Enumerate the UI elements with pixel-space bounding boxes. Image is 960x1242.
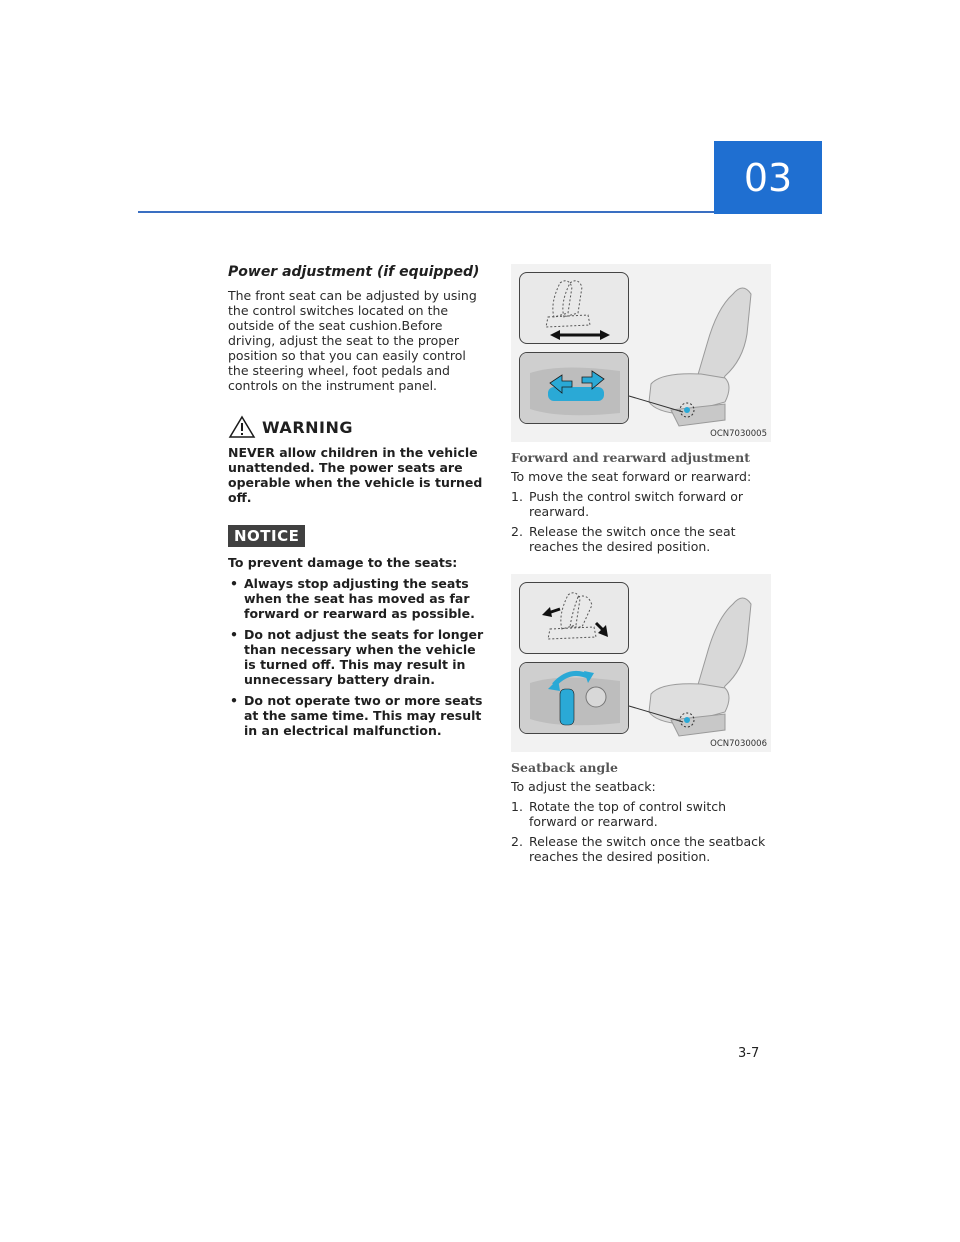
intro-paragraph: The front seat can be adjusted by using the control switches located on the outside of the seat cushion.Before driving, adjust the seat to the proper position so that you can easily control the steering wheel, foot pedals and controls on the instrument panel. [228, 288, 477, 393]
steps-list [511, 799, 771, 864]
notice-intro: To prevent damage to the seats: [228, 555, 458, 570]
right-column [511, 264, 771, 869]
header-rule [138, 211, 714, 213]
notice-badge: NOTICE [228, 525, 305, 547]
step-text: Push the control switch forward or rearward. [529, 489, 744, 519]
inset-switch [519, 352, 629, 424]
left-column [228, 264, 490, 744]
section-title: Power adjustment (if equipped) [228, 264, 480, 280]
step-number: 2. [511, 524, 523, 539]
step-text: Release the switch once the seat reaches the desired position. [529, 524, 736, 554]
chapter-number: 03 [743, 155, 793, 200]
step-item [511, 799, 771, 829]
step-number: 1. [511, 799, 523, 814]
figure-caption: Seatback angle [511, 760, 618, 775]
step-text: Rotate the top of control switch forward or rearward. [529, 799, 727, 829]
figure-code: OCN7030005 [710, 429, 767, 439]
figure-intro: To adjust the seatback: [511, 779, 656, 794]
step-item [511, 489, 771, 519]
notice-list [228, 576, 490, 738]
page-number: 3-7 [738, 1046, 760, 1061]
inset-switch [519, 662, 629, 734]
seat-slide-illustration [511, 264, 771, 442]
chapter-tab [714, 141, 822, 214]
seatback-illustration [511, 574, 771, 752]
notice-item: • Always stop adjusting the seats when the seat has moved as far forward or rearward as possible. [228, 576, 490, 621]
figure-caption: Forward and rearward adjustment [511, 450, 750, 465]
figure-intro: To move the seat forward or rearward: [511, 469, 752, 484]
figure-code: OCN7030006 [710, 739, 767, 749]
step-text: Release the switch once the seatback reaches the desired position. [529, 834, 766, 864]
notice-item: • Do not operate two or more seats at the same time. This may result in an electrical malfunction. [228, 693, 490, 738]
notice-item: • Do not adjust the seats for longer than necessary when the vehicle is turned off. This may result in unnecessary battery drain. [228, 627, 490, 687]
step-item [511, 834, 771, 864]
inset-seatback-motion [519, 582, 629, 654]
inset-seat-motion [519, 272, 629, 344]
warning-icon [228, 415, 256, 439]
steps-list [511, 489, 771, 554]
step-number: 1. [511, 489, 523, 504]
step-item [511, 524, 771, 554]
warning-text: NEVER allow children in the vehicle unattended. The power seats are operable when the vehicle is turned off. [228, 445, 483, 505]
step-number: 2. [511, 834, 523, 849]
warning-label: WARNING [262, 417, 353, 437]
warning-header [228, 415, 490, 439]
